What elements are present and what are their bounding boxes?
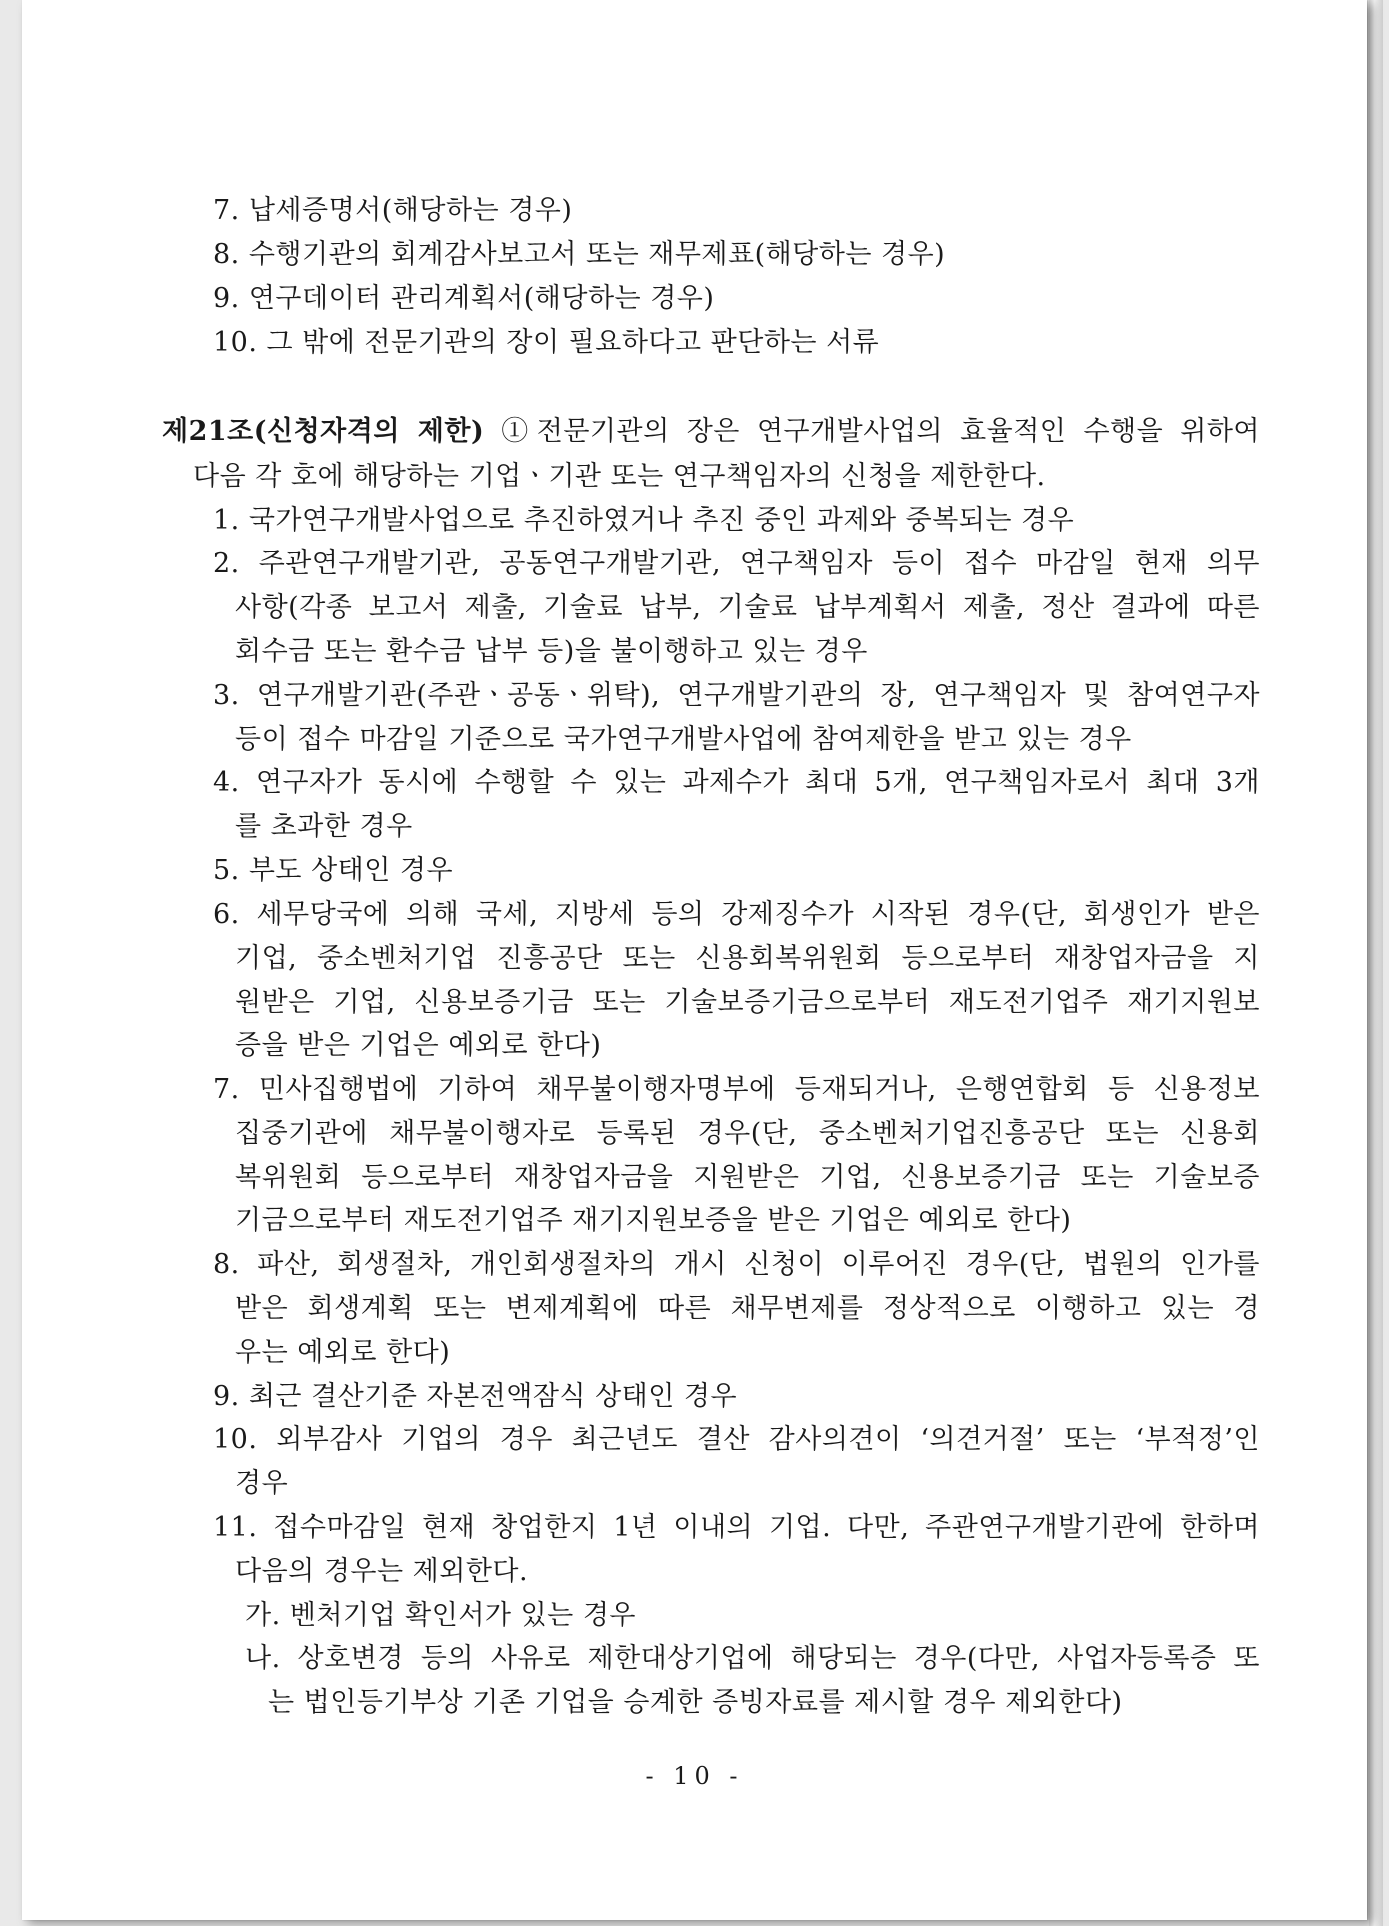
restriction-item-11-line-2: 다음의 경우는 제외한다. — [235, 1556, 529, 1587]
restriction-item-10-line-2: 경우 — [235, 1468, 289, 1499]
restriction-item-7-line-2: 집중기관에 채무불이행자로 등록된 경우(단, 중소벤처기업진흥공단 또는 신용회 — [235, 1118, 1260, 1149]
page-edge — [1369, 0, 1383, 1926]
restriction-item-8-line-2: 받은 회생계획 또는 변제계획에 따른 채무변제를 정상적으로 이행하고 있는 경 — [235, 1293, 1260, 1324]
restriction-item-2-line-3: 회수금 또는 환수금 납부 등)을 불이행하고 있는 경우 — [235, 636, 868, 667]
restriction-item-3-line-1: 3. 연구개발기관(주관ㆍ공동ㆍ위탁), 연구개발기관의 장, 연구책임자 및 참여연구자 — [213, 680, 1260, 711]
doc-item-8: 8. 수행기관의 회계감사보고서 또는 재무제표(해당하는 경우) — [213, 239, 946, 270]
page-number: - 10 - — [645, 1762, 744, 1790]
doc-item-7: 7. 납세증명서(해당하는 경우) — [213, 195, 573, 226]
restriction-item-3-line-2: 등이 접수 마감일 기준으로 국가연구개발사업에 참여제한을 받고 있는 경우 — [235, 724, 1132, 755]
restriction-item-6-line-4: 증을 받은 기업은 예외로 한다) — [235, 1030, 602, 1061]
restriction-item-1: 1. 국가연구개발사업으로 추진하였거나 추진 중인 과제와 중복되는 경우 — [213, 505, 1075, 536]
restriction-item-6-line-3: 원받은 기업, 신용보증기금 또는 기술보증기금으로부터 재도전기업주 재기지원보 — [235, 987, 1260, 1018]
restriction-item-11-line-1: 11. 접수마감일 현재 창업한지 1년 이내의 기업. 다만, 주관연구개발기관에 한하며 — [213, 1512, 1260, 1543]
restriction-item-10-line-1: 10. 외부감사 기업의 경우 최근년도 결산 감사의견이 ‘의견거절’ 또는 ‘부적정’인 — [213, 1424, 1260, 1455]
doc-item-10: 10. 그 밖에 전문기관의 장이 필요하다고 판단하는 서류 — [213, 327, 880, 358]
article-intro-1: ①전문기관의 장은 연구개발사업의 효율적인 수행을 위하여 — [484, 416, 1260, 447]
restriction-item-4-line-2: 를 초과한 경우 — [235, 811, 413, 842]
restriction-item-7-line-1: 7. 민사집행법에 기하여 채무불이행자명부에 등재되거나, 은행연합회 등 신용정보 — [213, 1074, 1260, 1105]
restriction-item-2-line-2: 사항(각종 보고서 제출, 기술료 납부, 기술료 납부계획서 제출, 정산 결과에 따른 — [235, 592, 1260, 623]
sub-item-na-line-2: 는 법인등기부상 기존 기업을 승계한 증빙자료를 제시할 경우 제외한다) — [268, 1687, 1123, 1718]
sub-item-ga: 가. 벤처기업 확인서가 있는 경우 — [245, 1600, 636, 1631]
article-21-first-line — [162, 410, 1260, 453]
restriction-item-6-line-2: 기업, 중소벤처기업 진흥공단 또는 신용회복위원회 등으로부터 재창업자금을 지 — [235, 943, 1260, 974]
restriction-item-8-line-3: 우는 예외로 한다) — [235, 1337, 451, 1368]
sub-item-na-line-1: 나. 상호변경 등의 사유로 제한대상기업에 해당되는 경우(다만, 사업자등록증 또 — [245, 1643, 1260, 1674]
article-heading: 제21조(신청자격의 제한) — [162, 416, 485, 447]
restriction-item-7-line-4: 기금으로부터 재도전기업주 재기지원보증을 받은 기업은 예외로 한다) — [235, 1205, 1072, 1236]
restriction-item-2-line-1: 2. 주관연구개발기관, 공동연구개발기관, 연구책임자 등이 접수 마감일 현재 의무 — [213, 548, 1260, 579]
article-intro-2: 다음 각 호에 해당하는 기업ㆍ기관 또는 연구책임자의 신청을 제한한다. — [193, 461, 1046, 492]
doc-item-9: 9. 연구데이터 관리계획서(해당하는 경우) — [213, 283, 715, 314]
restriction-item-7-line-3: 복위원회 등으로부터 재창업자금을 지원받은 기업, 신용보증기금 또는 기술보증 — [235, 1162, 1260, 1193]
restriction-item-9: 9. 최근 결산기준 자본전액잠식 상태인 경우 — [213, 1381, 738, 1412]
restriction-item-8-line-1: 8. 파산, 회생절차, 개인회생절차의 개시 신청이 이루어진 경우(단, 법원의 인가를 — [213, 1249, 1260, 1280]
restriction-item-5: 5. 부도 상태인 경우 — [213, 855, 454, 886]
restriction-item-4-line-1: 4. 연구자가 동시에 수행할 수 있는 과제수가 최대 5개, 연구책임자로서 최대 3개 — [213, 767, 1260, 798]
restriction-item-6-line-1: 6. 세무당국에 의해 국세, 지방세 등의 강제징수가 시작된 경우(단, 회생인가 받은 — [213, 899, 1260, 930]
